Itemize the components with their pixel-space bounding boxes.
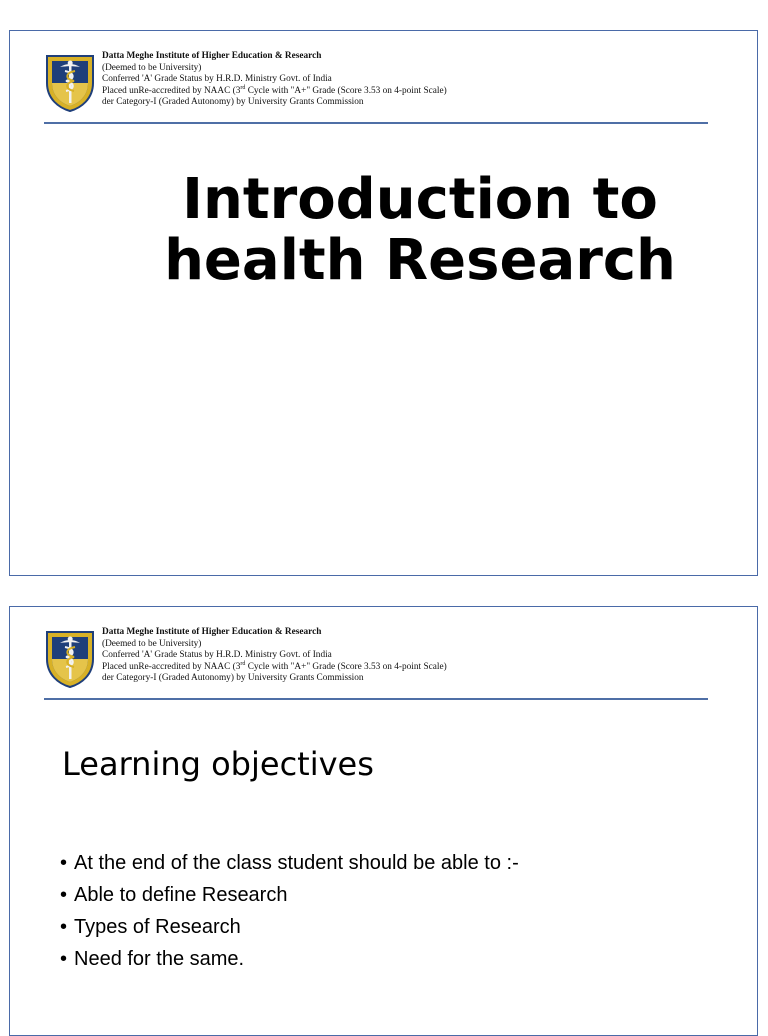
slide-1 bbox=[9, 30, 758, 576]
institution-info bbox=[102, 627, 447, 685]
institution-status: (Deemed to be University) bbox=[102, 638, 202, 649]
institution-category: der Category-I (Graded Autonomy) by University Grants Commission bbox=[102, 673, 364, 683]
institution-accreditation: Placed unRe-accredited by NAAC (3rd Cycle with "A+" Grade (Score 3.53 on 4-point Scale) bbox=[102, 84, 447, 96]
institution-status: (Deemed to be University) bbox=[102, 62, 202, 73]
bullet-icon: • bbox=[60, 852, 68, 874]
title-line-1: Introduction to bbox=[182, 167, 658, 232]
header-divider bbox=[44, 698, 708, 700]
institution-info bbox=[102, 51, 447, 109]
list-item: • At the end of the class student should be able to :- bbox=[60, 847, 519, 879]
bullet-icon: • bbox=[60, 916, 68, 938]
bullet-list bbox=[60, 847, 519, 975]
institution-name: Datta Meghe Institute of Higher Education & Research bbox=[102, 627, 322, 637]
university-logo-icon bbox=[44, 53, 96, 113]
institution-category: der Category-I (Graded Autonomy) by University Grants Commission bbox=[102, 97, 364, 107]
list-item: • Types of Research bbox=[60, 911, 519, 943]
institution-name: Datta Meghe Institute of Higher Education & Research bbox=[102, 51, 322, 61]
title-line-2: health Research bbox=[164, 228, 676, 293]
slide-heading: Learning objectives bbox=[62, 745, 374, 783]
slide-header bbox=[44, 49, 708, 125]
bullet-icon: • bbox=[60, 948, 68, 970]
institution-grade: Conferred 'A' Grade Status by H.R.D. Ministry Govt. of India bbox=[102, 74, 332, 84]
header-divider bbox=[44, 122, 708, 124]
bullet-icon: • bbox=[60, 884, 68, 906]
list-item: • Need for the same. bbox=[60, 943, 519, 975]
slide-header bbox=[44, 625, 708, 701]
list-item: • Able to define Research bbox=[60, 879, 519, 911]
institution-accreditation: Placed unRe-accredited by NAAC (3rd Cycle with "A+" Grade (Score 3.53 on 4-point Scale) bbox=[102, 660, 447, 672]
slide-2 bbox=[9, 606, 758, 1036]
institution-grade: Conferred 'A' Grade Status by H.R.D. Ministry Govt. of India bbox=[102, 650, 332, 660]
slide-title bbox=[120, 169, 720, 291]
university-logo-icon bbox=[44, 629, 96, 689]
